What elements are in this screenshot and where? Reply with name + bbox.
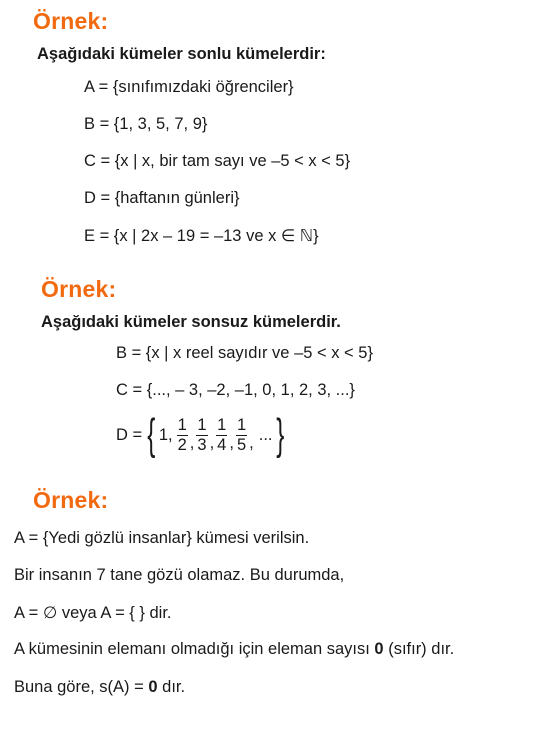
comma: , xyxy=(229,434,234,452)
set-c-infinite: C = {..., – 3, –2, –1, 0, 1, 2, 3, ...} xyxy=(116,381,355,399)
fraction-denominator: 4 xyxy=(217,435,227,454)
fraction-denominator: 2 xyxy=(177,435,187,454)
set-d-finite: D = {haftanın günleri} xyxy=(84,189,240,207)
fraction-numerator: 1 xyxy=(236,415,247,434)
line-5-zero: 0 xyxy=(148,678,158,696)
set-d-prefix: D = xyxy=(116,425,143,444)
set-b-infinite: B = {x | x reel sayıdır ve –5 < x < 5} xyxy=(116,344,373,362)
fraction-denominator: 5 xyxy=(236,435,247,454)
empty-set-line-3: A = ∅ veya A = { } dir. xyxy=(14,604,172,622)
line-5-suffix: dır. xyxy=(157,678,186,696)
comma: , xyxy=(249,434,254,452)
empty-set-line-2: Bir insanın 7 tane gözü olamaz. Bu durumda, xyxy=(14,566,345,584)
set-a-finite: A = {sınıfımızdaki öğrenciler} xyxy=(84,78,294,96)
set-d-ellipsis: ... xyxy=(258,425,273,444)
example-1-heading: Örnek: xyxy=(33,8,109,34)
set-d-first: 1, xyxy=(158,425,173,444)
line-4-zero: 0 xyxy=(374,640,384,658)
fraction-1-3 xyxy=(196,416,207,455)
example-1-intro: Aşağıdaki kümeler sonlu kümelerdir: xyxy=(37,45,326,63)
fraction-denominator: 3 xyxy=(197,435,207,454)
fraction-numerator: 1 xyxy=(177,415,187,434)
example-2-heading: Örnek: xyxy=(41,276,117,302)
line-5-text: Buna göre, s(A) = xyxy=(14,678,149,696)
empty-set-line-1: A = {Yedi gözlü insanlar} kümesi verilsin. xyxy=(14,529,310,547)
empty-set-line-4 xyxy=(14,640,454,659)
set-d-infinite xyxy=(116,410,287,459)
set-c-finite: C = {x | x, bir tam sayı ve –5 < x < 5} xyxy=(84,152,351,170)
line-4-suffix: (sıfır) dır. xyxy=(383,640,455,658)
comma: , xyxy=(209,434,215,452)
line-4-text: A kümesinin elemanı olmadığı için eleman sayısı xyxy=(14,640,375,658)
fraction-numerator: 1 xyxy=(197,415,207,434)
fraction-1-2 xyxy=(177,416,188,455)
right-brace: } xyxy=(275,410,284,459)
left-brace: { xyxy=(147,410,156,459)
empty-set-line-5 xyxy=(14,678,185,697)
fraction-numerator: 1 xyxy=(217,415,227,434)
set-e-finite: E = {x | 2x – 19 = –13 ve x ∈ ℕ} xyxy=(84,227,319,245)
fraction-1-4 xyxy=(216,416,227,455)
fraction-1-5 xyxy=(236,416,247,455)
set-b-finite: B = {1, 3, 5, 7, 9} xyxy=(84,115,208,133)
comma: , xyxy=(189,434,195,452)
example-2-intro: Aşağıdaki kümeler sonsuz kümelerdir. xyxy=(41,313,341,331)
example-3-heading: Örnek: xyxy=(33,487,109,513)
